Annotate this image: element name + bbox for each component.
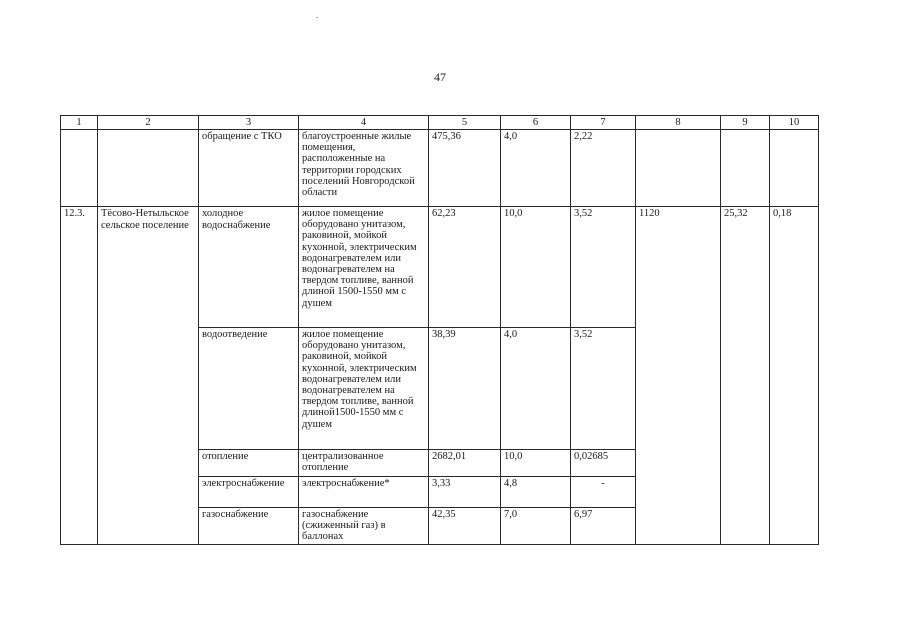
header-cell: 9 [721, 116, 770, 130]
value-cell-7: 3,52 [571, 207, 636, 328]
service-cell: водоотведение [199, 328, 299, 450]
header-cell: 2 [98, 116, 199, 130]
header-cell: 5 [429, 116, 501, 130]
service-cell: газоснабжение [199, 508, 299, 545]
value-cell-5: 42,35 [429, 508, 501, 545]
header-cell: 1 [61, 116, 98, 130]
value-cell-7: 6,97 [571, 508, 636, 545]
value-cell-6: 4,8 [501, 477, 571, 508]
header-cell: 4 [299, 116, 429, 130]
value-cell-7: 3,52 [571, 328, 636, 450]
header-cell: 7 [571, 116, 636, 130]
page-number: 47 [434, 70, 446, 84]
settlement-cell [98, 130, 199, 207]
value-cell-6: 7,0 [501, 508, 571, 545]
value-cell-6: 4,0 [501, 328, 571, 450]
header-cell: 6 [501, 116, 571, 130]
table-row [61, 207, 819, 328]
header-row [61, 116, 819, 130]
description-cell: газоснабжение (сжиженный газ) в баллонах [299, 508, 429, 545]
description-cell: централизованное отопление [299, 450, 429, 477]
value-cell-5: 475,36 [429, 130, 501, 207]
value-cell-9: 25,32 [721, 207, 770, 545]
value-cell-8: 1120 [636, 207, 721, 545]
value-cell-6: 10,0 [501, 207, 571, 328]
row-number-cell [61, 130, 98, 207]
value-cell-9 [721, 130, 770, 207]
scan-speck [316, 17, 318, 18]
value-cell-5: 3,33 [429, 477, 501, 508]
table-row [61, 130, 819, 207]
service-cell: холодное водоснабжение [199, 207, 299, 328]
service-cell: отопление [199, 450, 299, 477]
value-cell-5: 62,23 [429, 207, 501, 328]
description-cell: благоустроенные жилые помещения, расположенные на территории городских поселений Новгородской области [299, 130, 429, 207]
value-cell-7: 0,02685 [571, 450, 636, 477]
header-cell: 10 [770, 116, 819, 130]
value-cell-5: 38,39 [429, 328, 501, 450]
value-cell-7: 2,22 [571, 130, 636, 207]
value-cell-5: 2682,01 [429, 450, 501, 477]
tariff-table [60, 115, 819, 545]
header-cell: 3 [199, 116, 299, 130]
value-cell-7: - [571, 477, 636, 508]
value-cell-6: 4,0 [501, 130, 571, 207]
value-cell-6: 10,0 [501, 450, 571, 477]
header-cell: 8 [636, 116, 721, 130]
description-cell: жилое помещение оборудовано унитазом, раковиной, мойкой кухонной, электрическим водонагревателем или водонагревателем на твердом топливе, ванной длиной1500-1550 мм с душем [299, 328, 429, 450]
service-cell: электроснабжение [199, 477, 299, 508]
service-cell: обращение с ТКО [199, 130, 299, 207]
description-cell: электроснабжение* [299, 477, 429, 508]
row-number-cell: 12.3. [61, 207, 98, 545]
value-cell-10 [770, 130, 819, 207]
settlement-cell: Тёсово-Нетыльское сельское поселение [98, 207, 199, 545]
value-cell-10: 0,18 [770, 207, 819, 545]
description-cell: жилое помещение оборудовано унитазом, раковиной, мойкой кухонной, электрическим водонагревателем или водонагревателем на твердом топливе, ванной длиной 1500-1550 мм с душем [299, 207, 429, 328]
value-cell-8 [636, 130, 721, 207]
